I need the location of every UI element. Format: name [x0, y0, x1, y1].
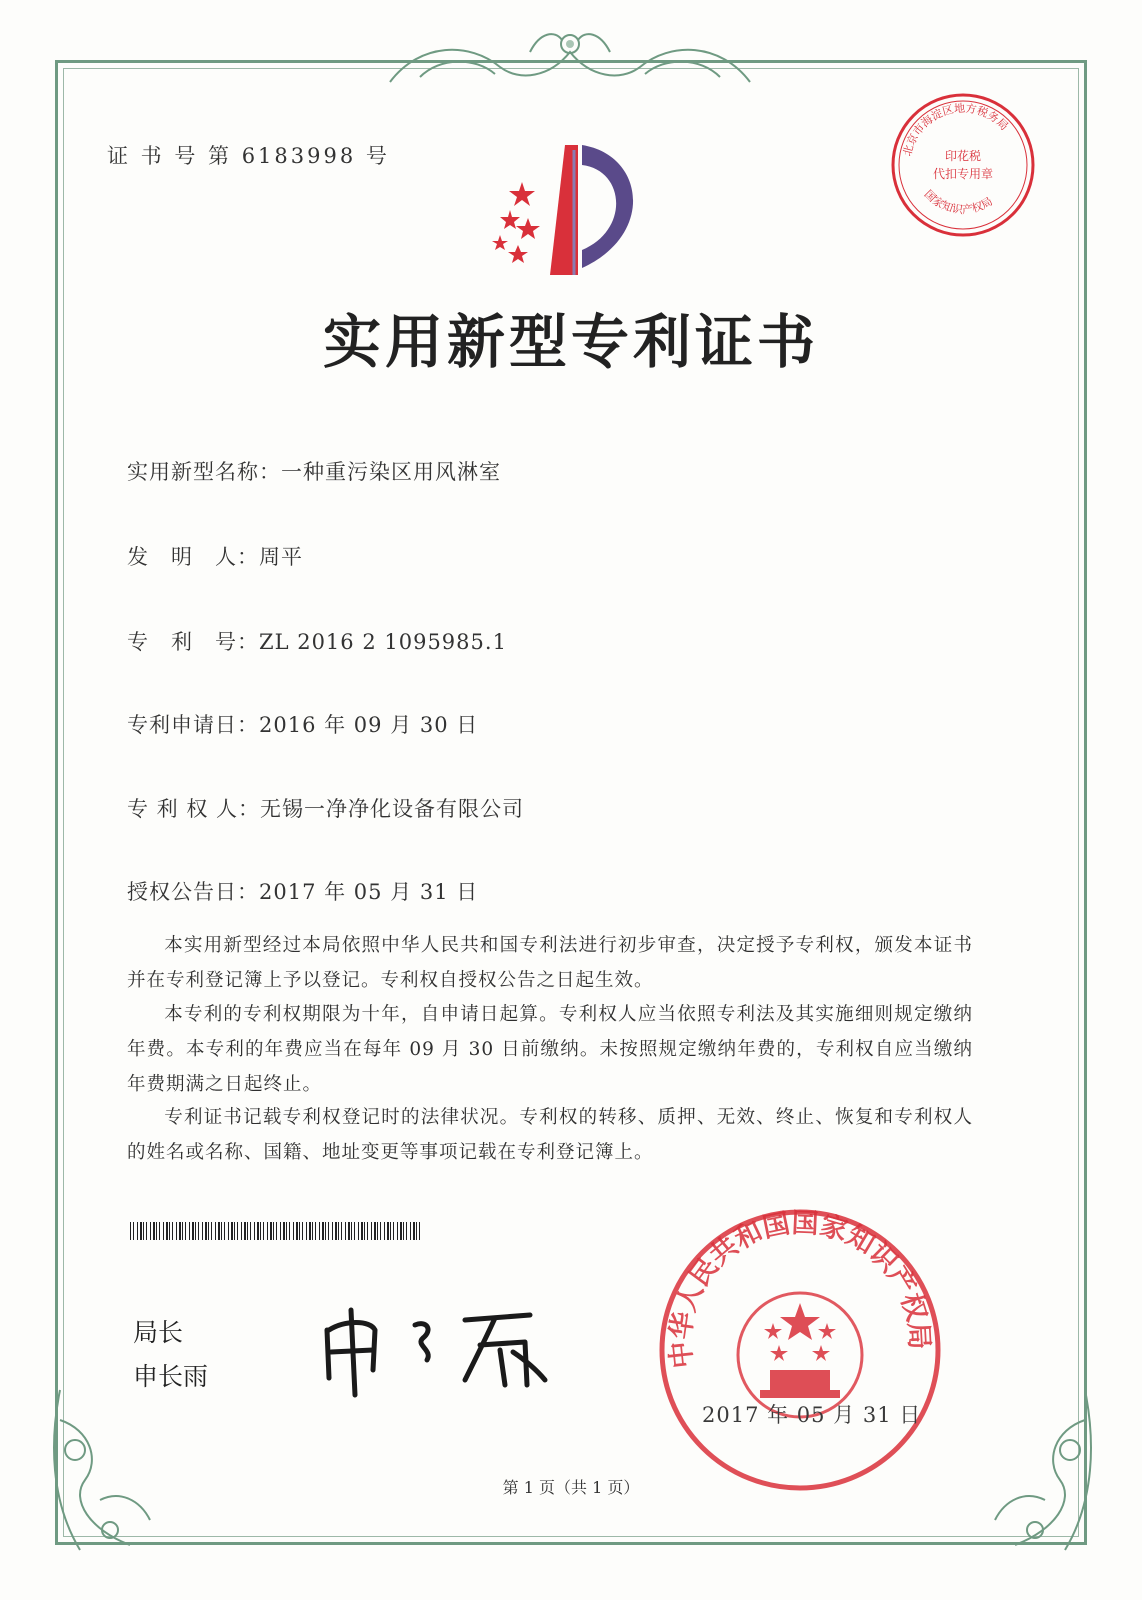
barcode-bar	[244, 1222, 246, 1240]
barcode-bar	[195, 1222, 196, 1240]
barcode-bar	[400, 1222, 402, 1240]
seal-ring-text: 中华人民共和国国家知识产权局	[665, 1207, 935, 1370]
barcode-bar	[166, 1222, 168, 1240]
tax-stamp-ring-text: 北京市海淀区地方税务局	[900, 101, 1011, 158]
barcode-bar	[189, 1222, 190, 1240]
barcode-bar	[351, 1222, 352, 1240]
national-emblem-icon	[760, 1303, 840, 1398]
barcode-bar	[224, 1222, 225, 1240]
cnipa-official-seal	[655, 1205, 945, 1495]
director-signature	[315, 1290, 575, 1400]
barcode-bar	[143, 1222, 144, 1240]
field-value: 一种重污染区用风淋室	[281, 460, 501, 484]
barcode-bar	[146, 1222, 147, 1240]
barcode-bar	[328, 1222, 329, 1240]
barcode-bar	[182, 1222, 183, 1240]
barcode-bar	[371, 1222, 372, 1240]
barcode-bar	[140, 1222, 142, 1240]
field-value: ZL 2016 2 1095985.1	[259, 630, 507, 654]
barcode-bar	[228, 1222, 229, 1240]
barcode-bar	[335, 1222, 337, 1240]
barcode-bar	[159, 1222, 160, 1240]
barcode-bar	[202, 1222, 203, 1240]
barcode-bar	[156, 1222, 157, 1240]
barcode-bar	[338, 1222, 339, 1240]
field-label: 专 利 号：	[127, 630, 259, 654]
field-label: 发 明 人：	[127, 545, 259, 569]
barcode-bar	[215, 1222, 216, 1240]
barcode-bar	[247, 1222, 248, 1240]
barcode-bar	[296, 1222, 298, 1240]
field-value: 周平	[259, 545, 303, 569]
barcode-bar	[234, 1222, 235, 1240]
top-ornament-icon	[380, 22, 760, 92]
cnipa-logo-icon	[470, 140, 660, 280]
field-label: 实用新型名称：	[127, 460, 281, 484]
barcode-bar	[130, 1222, 131, 1240]
body-paragraph: 本专利的专利权期限为十年，自申请日起算。专利权人应当依照专利法及其实施细则规定缴纳年费。本专利的年费应当在每年 09 月 30 日前缴纳。未按照规定缴纳年费的，专利权自应当缴纳年费期满之日起终止。	[127, 1004, 973, 1095]
field-patentee	[127, 793, 524, 823]
barcode-bar	[237, 1222, 238, 1240]
director-title: 局长	[133, 1318, 184, 1347]
barcode-bar	[163, 1222, 164, 1240]
barcode-bar	[267, 1222, 268, 1240]
barcode-bar	[380, 1222, 381, 1240]
barcode-bar	[280, 1222, 281, 1240]
barcode-bar	[419, 1222, 420, 1240]
tax-stamp-line2: 代扣专用章	[932, 167, 994, 181]
barcode-bar	[358, 1222, 359, 1240]
field-inventor	[127, 541, 303, 571]
field-value: 2017 年 05 月 31 日	[259, 880, 479, 904]
barcode-bar	[150, 1222, 151, 1240]
barcode-bar	[231, 1222, 233, 1240]
barcode-bar	[315, 1222, 316, 1240]
body-paragraph: 本实用新型经过本局依照中华人民共和国专利法进行初步审查，决定授予专利权，颁发本证书并在专利登记簿上予以登记。专利权自授权公告之日起生效。	[127, 935, 973, 991]
barcode-bar	[348, 1222, 350, 1240]
barcode-bar	[273, 1222, 274, 1240]
barcode-bar	[397, 1222, 398, 1240]
body-paragraph: 专利证书记载专利权登记时的法律状况。专利权的转移、质押、无效、终止、恢复和专利权人的姓名或名称、国籍、地址变更等事项记载在专利登记簿上。	[127, 1107, 973, 1163]
barcode-bar	[341, 1222, 342, 1240]
barcode-bar	[137, 1222, 138, 1240]
barcode-bar	[172, 1222, 173, 1240]
field-application-date	[127, 709, 478, 739]
barcode-bar	[179, 1222, 181, 1240]
barcode-icon	[130, 1222, 420, 1240]
barcode-bar	[205, 1222, 207, 1240]
barcode-bar	[413, 1222, 415, 1240]
barcode-bar	[241, 1222, 242, 1240]
barcode-bar	[133, 1222, 134, 1240]
barcode-bar	[169, 1222, 170, 1240]
barcode-bar	[325, 1222, 326, 1240]
barcode-bar	[306, 1222, 307, 1240]
field-utility-model-name	[127, 456, 501, 486]
barcode-bar	[270, 1222, 272, 1240]
barcode-bar	[153, 1222, 155, 1240]
tax-stamp-ring-bottom: 国家知识产权局	[921, 187, 995, 217]
barcode-bar	[361, 1222, 363, 1240]
barcode-bar	[192, 1222, 194, 1240]
field-label: 专利申请日：	[127, 713, 259, 737]
barcode-bar	[390, 1222, 391, 1240]
barcode-bar	[218, 1222, 220, 1240]
field-patent-number	[127, 626, 507, 656]
barcode-bar	[384, 1222, 385, 1240]
seal-date: 2017 年 05 月 31 日	[702, 1403, 922, 1427]
certificate-number: 证 书 号 第 6183998 号	[107, 144, 390, 168]
barcode-bar	[416, 1222, 417, 1240]
field-label: 授权公告日：	[127, 880, 259, 904]
barcode-bar	[354, 1222, 355, 1240]
barcode-bar	[185, 1222, 186, 1240]
tax-stamp	[888, 90, 1038, 240]
barcode-bar	[387, 1222, 389, 1240]
barcode-bar	[332, 1222, 333, 1240]
barcode-bar	[309, 1222, 311, 1240]
barcode-bar	[198, 1222, 199, 1240]
barcode-bar	[260, 1222, 261, 1240]
barcode-bar	[257, 1222, 259, 1240]
barcode-bar	[312, 1222, 313, 1240]
barcode-bar	[211, 1222, 212, 1240]
barcode-bar	[345, 1222, 346, 1240]
barcode-bar	[299, 1222, 300, 1240]
barcode-bar	[367, 1222, 368, 1240]
barcode-bar	[289, 1222, 290, 1240]
barcode-bar	[254, 1222, 255, 1240]
barcode-bar	[403, 1222, 404, 1240]
barcode-bar	[250, 1222, 251, 1240]
field-value: 无锡一净净化设备有限公司	[260, 797, 525, 821]
barcode-bar	[319, 1222, 320, 1240]
barcode-bar	[293, 1222, 294, 1240]
director-name: 申长雨	[133, 1362, 209, 1391]
page-number: 第 1 页（共 1 页）	[502, 1478, 640, 1497]
barcode-bar	[276, 1222, 277, 1240]
barcode-bar	[322, 1222, 324, 1240]
barcode-bar	[176, 1222, 177, 1240]
barcode-bar	[410, 1222, 411, 1240]
barcode-bar	[406, 1222, 407, 1240]
barcode-bar	[208, 1222, 209, 1240]
barcode-bar	[364, 1222, 365, 1240]
barcode-bar	[377, 1222, 378, 1240]
certificate-title: 实用新型专利证书	[322, 308, 819, 376]
field-value: 2016 年 09 月 30 日	[259, 713, 479, 737]
tax-stamp-line1: 印花税	[944, 149, 982, 163]
barcode-bar	[263, 1222, 264, 1240]
field-grant-date	[127, 876, 478, 906]
field-label: 专 利 权 人：	[127, 797, 261, 821]
barcode-bar	[221, 1222, 222, 1240]
barcode-bar	[374, 1222, 376, 1240]
barcode-bar	[302, 1222, 303, 1240]
barcode-bar	[283, 1222, 285, 1240]
barcode-bar	[393, 1222, 394, 1240]
barcode-bar	[286, 1222, 287, 1240]
